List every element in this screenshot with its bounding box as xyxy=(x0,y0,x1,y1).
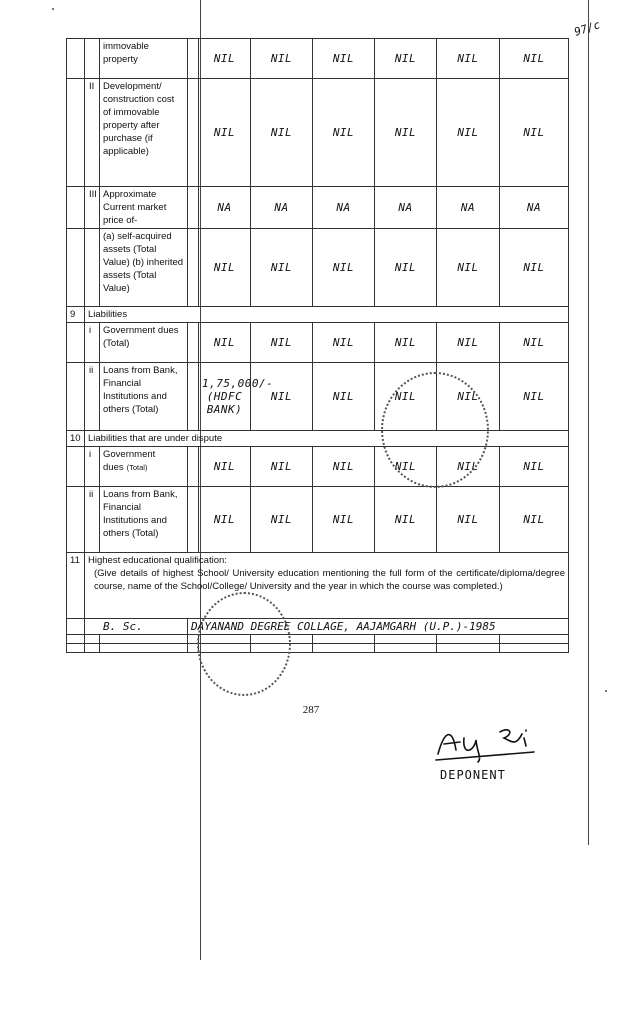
blank-cell xyxy=(67,635,85,644)
value-cell: NA xyxy=(375,187,437,229)
value-cell: NIL xyxy=(199,229,251,307)
value-cell: NIL xyxy=(375,487,437,553)
institution-cell: DAYANAND DEGREE COLLAGE, AAJAMGARH (U.P.)-1985 xyxy=(188,619,569,635)
blank-cell xyxy=(375,644,437,653)
blank-cell xyxy=(313,635,375,644)
value-cell: NA xyxy=(199,187,251,229)
item-label: immovable property xyxy=(103,41,149,65)
item-label-cell xyxy=(100,487,188,553)
item-label: Development/ construction cost of immovable property after purchase (if applicable) xyxy=(103,81,175,157)
section-number-cell xyxy=(67,619,85,635)
value-cell: NIL xyxy=(251,487,313,553)
value-cell: NIL xyxy=(437,363,500,431)
value-cell: NIL xyxy=(437,447,500,487)
blank-cell xyxy=(437,635,500,644)
value-cell: NIL xyxy=(437,487,500,553)
value-cell: NIL xyxy=(500,363,569,431)
item-label: Loans from Bank, Financial Institutions and others (Total) xyxy=(103,489,178,539)
section-number-cell: 9 xyxy=(67,307,85,323)
value-cell: NIL xyxy=(500,39,569,79)
value-cell: NIL xyxy=(199,487,251,553)
value-cell: NIL xyxy=(375,323,437,363)
value-cell: NA xyxy=(251,187,313,229)
blank-cell xyxy=(85,635,100,644)
value-cell: NIL xyxy=(437,229,500,307)
spacer-cell xyxy=(188,487,199,553)
blank-cell xyxy=(100,644,188,653)
section-number-cell xyxy=(67,323,85,363)
value-cell: NIL xyxy=(500,323,569,363)
item-label-cell xyxy=(100,39,188,79)
item-number-cell: III xyxy=(85,187,100,229)
section-number-cell xyxy=(67,229,85,307)
blank-cell xyxy=(85,644,100,653)
item-number-cell xyxy=(85,229,100,307)
section-number-cell xyxy=(67,187,85,229)
blank-cell xyxy=(500,635,569,644)
item-number-cell: i xyxy=(85,447,100,487)
blank-row xyxy=(67,635,569,644)
value-cell: NIL xyxy=(375,79,437,187)
blank-cell xyxy=(100,635,188,644)
value-cell: NIL xyxy=(199,79,251,187)
spacer-cell xyxy=(188,79,199,187)
value-cell: NIL xyxy=(199,447,251,487)
section-number-cell xyxy=(67,39,85,79)
page-number: 287 xyxy=(302,704,320,716)
section-number-cell: 10 xyxy=(67,431,85,447)
value-cell: NA xyxy=(437,187,500,229)
scan-speck xyxy=(605,690,607,692)
education-title: Highest educational qualification: xyxy=(88,555,227,566)
value-cell: NIL xyxy=(251,363,313,431)
section-header-row xyxy=(67,431,569,447)
table-row xyxy=(67,79,569,187)
item-label: Government dues (Total) xyxy=(103,325,179,349)
spacer-cell xyxy=(188,39,199,79)
value-cell: NIL xyxy=(500,229,569,307)
blank-cell xyxy=(375,635,437,644)
section-title-cell: Liabilities that are under dispute xyxy=(85,431,569,447)
table-row xyxy=(67,39,569,79)
value-cell: NIL xyxy=(375,363,437,431)
blank-cell xyxy=(313,644,375,653)
value-cell: NIL xyxy=(251,79,313,187)
spacer-cell xyxy=(188,447,199,487)
value-cell: NIL xyxy=(313,447,375,487)
value-cell: NA xyxy=(500,187,569,229)
spacer-cell xyxy=(188,187,199,229)
item-label: Loans from Bank, Financial Institutions and others (Total) xyxy=(103,365,178,415)
item-number-cell: II xyxy=(85,79,100,187)
table-row xyxy=(67,187,569,229)
value-cell: NIL xyxy=(375,229,437,307)
item-number-cell: i xyxy=(85,323,100,363)
value-cell: NIL xyxy=(375,447,437,487)
blank-row xyxy=(67,644,569,653)
section-number-cell xyxy=(67,447,85,487)
section-number-cell xyxy=(67,363,85,431)
item-label-cell xyxy=(100,79,188,187)
table-row xyxy=(67,323,569,363)
spacer-cell xyxy=(188,229,199,307)
section-header-row xyxy=(67,307,569,323)
signature xyxy=(430,722,550,762)
item-label-cell xyxy=(100,229,188,307)
value-cell: NIL xyxy=(313,323,375,363)
value-cell: NIL xyxy=(437,323,500,363)
item-label-cell xyxy=(100,323,188,363)
item-number-cell: ii xyxy=(85,363,100,431)
degree-cell: B. Sc. xyxy=(85,619,188,635)
item-label-cell xyxy=(100,447,188,487)
item-label-cell xyxy=(100,187,188,229)
spacer-cell xyxy=(188,363,199,431)
spacer-cell xyxy=(188,323,199,363)
item-label-cell xyxy=(100,363,188,431)
asset-liability-table xyxy=(66,38,569,653)
value-cell: NIL xyxy=(500,79,569,187)
value-cell: NA xyxy=(313,187,375,229)
item-number-cell: ii xyxy=(85,487,100,553)
value-cell: NIL xyxy=(500,447,569,487)
section-number-cell: 11 xyxy=(67,553,85,619)
education-answer-row xyxy=(67,619,569,635)
value-cell: NIL xyxy=(313,39,375,79)
item-number-cell xyxy=(85,39,100,79)
blank-cell xyxy=(437,644,500,653)
table-row xyxy=(67,447,569,487)
item-label: Approximate Current market price of- xyxy=(103,189,167,226)
value-cell: NIL xyxy=(313,363,375,431)
value-cell: NIL xyxy=(251,447,313,487)
value-cell: NIL xyxy=(313,79,375,187)
margin-note: 97/c xyxy=(572,18,602,39)
value-cell: NIL xyxy=(437,39,500,79)
blank-cell xyxy=(67,644,85,653)
value-cell: NIL xyxy=(199,39,251,79)
scan-right-line xyxy=(588,0,589,845)
section-number-cell xyxy=(67,79,85,187)
section-number-cell xyxy=(67,487,85,553)
notary-stamp xyxy=(381,372,489,488)
value-cell: NIL xyxy=(251,39,313,79)
section-title-cell: Liabilities xyxy=(85,307,569,323)
value-cell: NIL xyxy=(437,79,500,187)
value-cell: NIL xyxy=(199,323,251,363)
value-cell: 1,75,000/- (HDFC BANK) xyxy=(199,363,251,431)
blank-cell xyxy=(500,644,569,653)
notary-stamp xyxy=(197,592,291,696)
item-label: Government dues xyxy=(103,449,156,473)
value-cell: NIL xyxy=(375,39,437,79)
deponent-label: DEPONENT xyxy=(440,768,506,782)
table-row xyxy=(67,229,569,307)
item-label-small: (Total) xyxy=(126,463,148,472)
value-cell: NIL xyxy=(500,487,569,553)
item-label: (a) self-acquired assets (Total Value) (b) inherited assets (Total Value) xyxy=(103,231,184,294)
value-cell: NIL xyxy=(313,487,375,553)
scan-speck xyxy=(52,8,54,10)
value-cell: NIL xyxy=(251,323,313,363)
table-row xyxy=(67,363,569,431)
section-header-row xyxy=(67,553,569,619)
education-instruction: (Give details of highest School/ University education mentioning the full form of the certificate/diploma/degree course, name of the School/College/ University and the year in which the course was completed.) xyxy=(94,568,565,592)
education-cell xyxy=(85,553,569,619)
value-cell: NIL xyxy=(251,229,313,307)
table-row xyxy=(67,487,569,553)
value-cell: NIL xyxy=(313,229,375,307)
